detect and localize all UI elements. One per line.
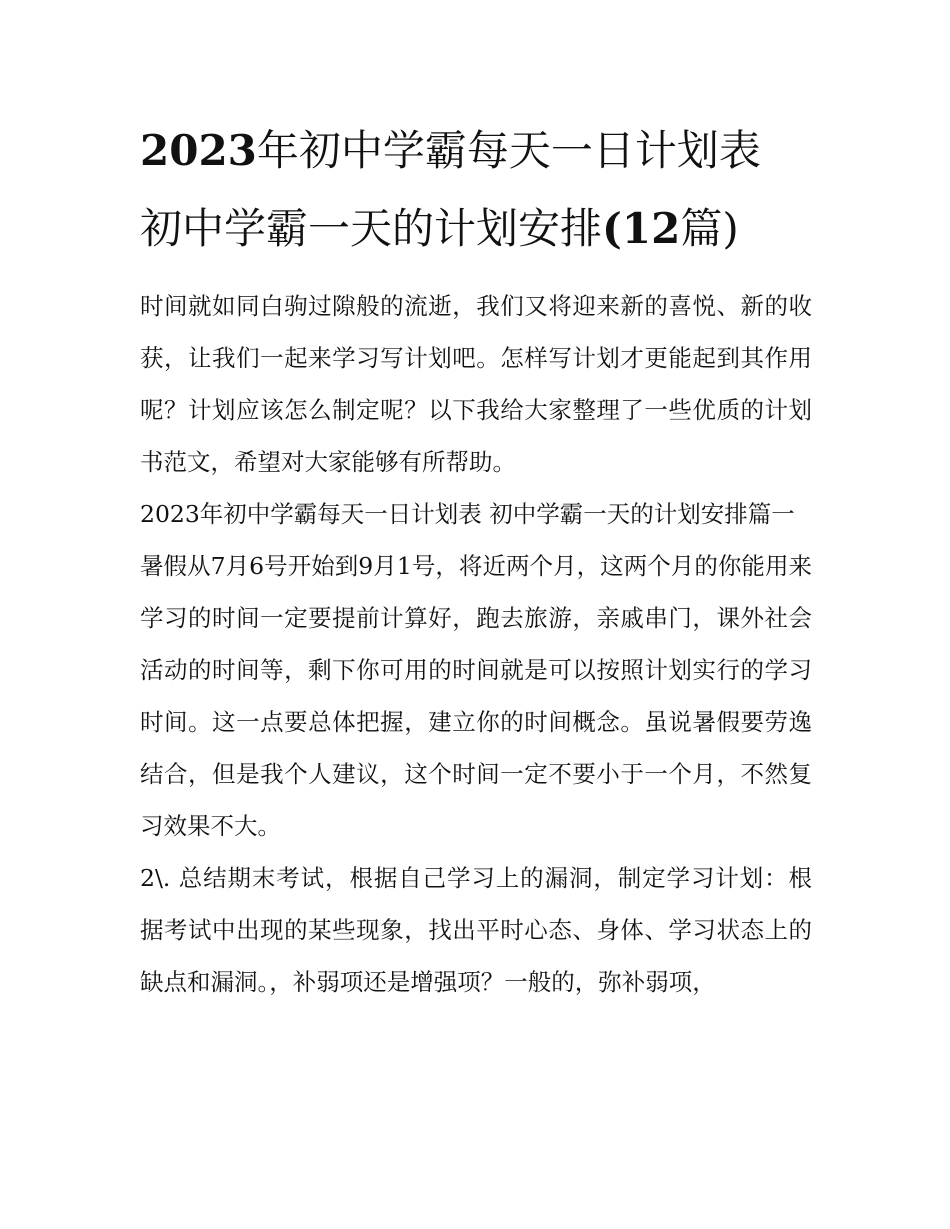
body-paragraph: 暑假从7月6号开始到9月1号，将近两个月，这两个月的你能用来学习的时间一定要提前计算好，跑去旅游，亲戚串门，课外社会活动的时间等，剩下你可用的时间就是可以按照计划实行的学习时间。这一点要总体把握，建立你的时间概念。虽说暑假要劳逸结合，但是我个人建议，这个时间一定不要小于一个月，不然复习效果不大。: [140, 552, 812, 840]
title-main: 年初中学霸每天一日计划表 初中学霸一天的计划安排: [140, 126, 761, 253]
title-count-suffix: 篇): [680, 204, 739, 253]
title-count-number: (12: [602, 204, 681, 253]
section-heading: 2023年初中学霸每天一日计划表 初中学霸一天的计划安排篇一: [140, 500, 795, 528]
document-title: [140, 112, 812, 268]
intro-paragraph: 时间就如同白驹过隙般的流逝，我们又将迎来新的喜悦、新的收获，让我们一起来学习写计划吧。怎样写计划才更能起到其作用呢？计划应该怎么制定呢？以下我给大家整理了一些优质的计划书范文，希望对大家能够有所帮助。: [140, 292, 812, 476]
title-spacer: [140, 268, 812, 280]
body-paragraph: 2\. 总结期末考试，根据自己学习上的漏洞，制定学习计划：根据考试中出现的某些现象，找出平时心态、身体、学习状态上的缺点和漏洞。，补弱项还是增强项？一般的，弥补弱项，: [140, 864, 812, 996]
document-body: [140, 112, 812, 1008]
title-year: 2023: [140, 126, 257, 175]
